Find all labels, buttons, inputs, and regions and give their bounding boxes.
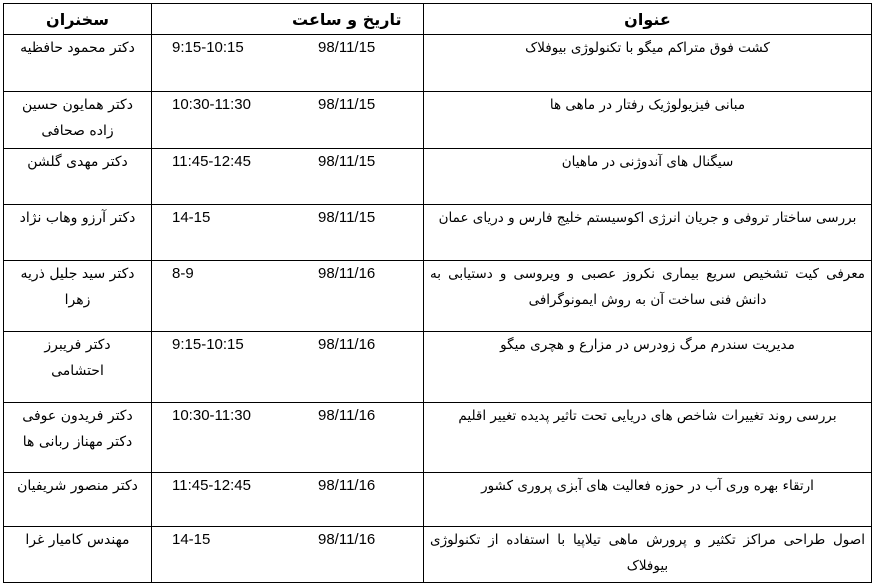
datetime-cell [152, 35, 424, 92]
header-row [4, 4, 872, 35]
title-cell: مدیریت سندرم مرگ زودرس در مزارع و هچری میگو [424, 332, 872, 403]
time-value: 9:15-10:15 [172, 336, 244, 353]
speaker-cell: دکتر مهدی گلشن [4, 149, 152, 205]
date-value: 98/11/15 [318, 96, 376, 113]
speaker-cell: دکتر محمود حافظیه [4, 35, 152, 92]
time-value: 11:45-12:45 [172, 153, 251, 170]
table-row [4, 261, 872, 332]
table-row [4, 473, 872, 527]
title-cell: مبانی فیزیولوژیک رفتار در ماهی ها [424, 92, 872, 149]
table-row [4, 205, 872, 261]
title-cell: سیگنال های آندوژنی در ماهیان [424, 149, 872, 205]
title-cell: ارتقاء بهره وری آب در حوزه فعالیت های آبزی پروری کشور [424, 473, 872, 527]
speaker-cell: دکتر سید جلیل ذریه زهرا [4, 261, 152, 332]
speaker-cell: دکتر فریبرز احتشامی [4, 332, 152, 403]
date-value: 98/11/16 [318, 531, 376, 548]
header-datetime: تاریخ و ساعت [152, 4, 424, 35]
speaker-cell: دکتر همایون حسین زاده صحافی [4, 92, 152, 149]
speaker-cell: مهندس کامیار غرا [4, 527, 152, 583]
date-value: 98/11/16 [318, 265, 376, 282]
datetime-cell [152, 205, 424, 261]
header-speaker: سخنران [4, 4, 152, 35]
time-value: 9:15-10:15 [172, 39, 244, 56]
title-cell: بررسی روند تغییرات شاخص های دریایی تحت تاثیر پدیده تغییر اقلیم [424, 403, 872, 473]
table-row [4, 332, 872, 403]
date-value: 98/11/15 [318, 39, 376, 56]
time-value: 10:30-11:30 [172, 407, 251, 424]
table-row [4, 149, 872, 205]
speaker-cell: دکتر فریدون عوفی دکتر مهناز ربانی ها [4, 403, 152, 473]
time-value: 11:45-12:45 [172, 477, 251, 494]
header-title: عنوان [424, 4, 872, 35]
datetime-cell [152, 149, 424, 205]
date-value: 98/11/15 [318, 209, 376, 226]
schedule-table [3, 3, 872, 583]
title-cell: اصول طراحی مراکز تکثیر و پرورش ماهی تیلاپیا با استفاده از تکنولوژی بیوفلاک [424, 527, 872, 583]
title-cell: کشت فوق متراکم میگو با تکنولوژی بیوفلاک [424, 35, 872, 92]
table-row [4, 35, 872, 92]
datetime-cell [152, 473, 424, 527]
title-cell: بررسی ساختار تروفی و جریان انرژی اکوسیستم خلیج فارس و دریای عمان [424, 205, 872, 261]
time-value: 14-15 [172, 209, 211, 226]
table-row [4, 403, 872, 473]
date-value: 98/11/16 [318, 336, 376, 353]
speaker-cell: دکتر منصور شریفیان [4, 473, 152, 527]
time-value: 10:30-11:30 [172, 96, 251, 113]
date-value: 98/11/15 [318, 153, 376, 170]
datetime-cell [152, 92, 424, 149]
date-value: 98/11/16 [318, 477, 376, 494]
time-value: 14-15 [172, 531, 211, 548]
table-row [4, 92, 872, 149]
table-row [4, 527, 872, 583]
speaker-cell: دکتر آرزو وهاب نژاد [4, 205, 152, 261]
datetime-cell [152, 332, 424, 403]
datetime-cell [152, 527, 424, 583]
date-value: 98/11/16 [318, 407, 376, 424]
title-cell: معرفی کیت تشخیص سریع بیماری نکروز عصبی و ویروسی و دستیابی به دانش فنی ساخت آن به روش ایمونوگرافی [424, 261, 872, 332]
datetime-cell [152, 403, 424, 473]
datetime-cell [152, 261, 424, 332]
time-value: 8-9 [172, 265, 194, 282]
